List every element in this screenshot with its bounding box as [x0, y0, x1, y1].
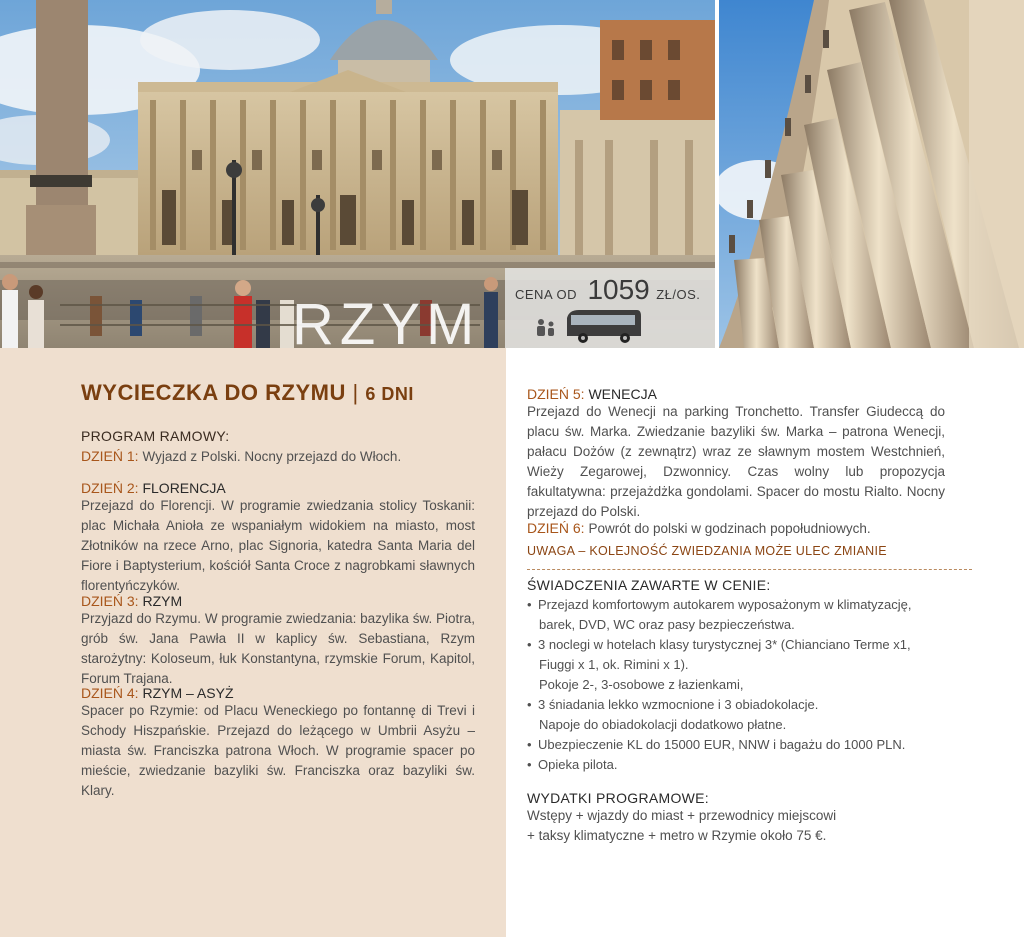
- day-text: Powrót do polski w godzinach popołudniowych.: [588, 521, 871, 536]
- list-item: • Opieka pilota.: [527, 757, 618, 772]
- day-text: Przejazd do Wenecji na parking Tronchetto. Transfer Giudeccą do placu św. Marka. Zwiedzanie bazyliki św. Marka – patrona Wenecji, pałacu Dożów (z zewnątrz) wraz ze sławnym mostem Westchnień, Wieży Zegarowej, Dzwonnicy. Czas wolny lub propozycja fakultatywna: przejażdżka gondolami. Spacer do mostu Rialto. Nocny przejazd do Polski.: [527, 404, 945, 519]
- price-box: [505, 268, 715, 348]
- day-destination: FLORENCJA: [142, 480, 226, 496]
- included-section: [527, 577, 972, 775]
- day-2: [81, 480, 475, 596]
- day-4: [81, 685, 475, 801]
- expenses-heading: WYDATKI PROGRAMOWE:: [527, 790, 709, 806]
- day-text: Spacer po Rzymie: od Placu Weneckiego po fontannę di Trevi i Schody Hiszpańskie. Przejazd do leżącego w Umbrii Asyżu – miasta św. Franciszka patrona Włoch. W programie spacer po mieście, zwiedzanie bazyliki św. Franciszka oraz bazyliki św. Klary.: [81, 703, 475, 798]
- travellers-icon: [533, 318, 559, 340]
- day-6: [527, 519, 967, 539]
- coach-bus-icon: [563, 306, 643, 346]
- list-item: • Ubezpieczenie KL do 15000 EUR, NNW i bagażu do 1000 PLN.: [527, 737, 906, 752]
- price-line: [515, 274, 700, 306]
- day-label: DZIEŃ 4:: [81, 685, 139, 701]
- list-item: • Przejazd komfortowym autokarem wyposażonym w klimatyzację, barek, DVD, WC oraz pasy bezpieczeństwa.: [527, 597, 912, 632]
- day-5: [527, 386, 945, 522]
- city-title: RZYM: [292, 292, 481, 348]
- day-text: Przejazd do Florencji. W programie zwiedzania stolicy Toskanii: plac Michała Anioła ze wspaniałym widokiem na miasto, most Złotników na rzece Arno, plac Signoria, katedra Santa Maria del Fiore i Baptysterium, kościół Santa Croce z nagrobkami sławnych florentyńczyków.: [81, 498, 475, 593]
- list-item: • 3 śniadania lekko wzmocnione i 3 obiadokolacje. Napoje do obiadokolacji dodatkowo płatne.: [527, 697, 819, 732]
- price-from-label: CENA OD: [515, 287, 578, 302]
- day-1: [81, 447, 476, 467]
- expenses-section: [527, 790, 972, 846]
- day-destination: RZYM – ASYŻ: [142, 685, 234, 701]
- day-label: DZIEŃ 6:: [527, 520, 585, 536]
- included-list: [527, 595, 972, 775]
- photo-banner: [0, 0, 1024, 348]
- tour-title: WYCIECZKA DO RZYMU: [81, 380, 346, 405]
- day-text: Przyjazd do Rzymu. W programie zwiedzania: bazylika św. Piotra, grób św. Jana Pawła II w kaplicy św. Sebastiana, Rzym starożytny: Koloseum, łuk Konstantyna, rzymskie Forum, Kapitol, Forum Trajana.: [81, 611, 475, 686]
- included-heading: ŚWIADCZENIA ZAWARTE W CENIE:: [527, 577, 771, 593]
- list-item: • 3 noclegi w hotelach klasy turystycznej 3* (Chianciano Terme x1, Fiuggi x 1, ok. Rimini x 1). Pokoje 2-, 3-osobowe z łazienkami,: [527, 637, 911, 692]
- program-heading: PROGRAM RAMOWY:: [81, 428, 230, 444]
- colonnade-photo: [719, 0, 1024, 348]
- section-divider: [527, 569, 972, 570]
- day-label: DZIEŃ 5:: [527, 386, 585, 402]
- tour-duration: 6 DNI: [365, 384, 414, 404]
- day-label: DZIEŃ 1:: [81, 448, 139, 464]
- title-separator: |: [352, 380, 359, 405]
- day-destination: WENECJA: [588, 386, 657, 402]
- day-label: DZIEŃ 2:: [81, 480, 139, 496]
- price-unit: ZŁ/OS.: [656, 287, 701, 302]
- day-destination: RZYM: [142, 593, 183, 609]
- day-label: DZIEŃ 3:: [81, 593, 139, 609]
- order-notice: UWAGA – KOLEJNOŚĆ ZWIEDZANIA MOŻE ULEC ZMIANIE: [527, 544, 887, 558]
- day-text: Wyjazd z Polski. Nocny przejazd do Włoch.: [142, 449, 402, 464]
- price-value: 1059: [587, 274, 650, 305]
- expenses-line: Wstępy + wjazdy do miast + przewodnicy miejscowi: [527, 808, 837, 823]
- day-3: [81, 593, 475, 689]
- page-title: [81, 380, 414, 406]
- program-section: [81, 428, 476, 467]
- expenses-line: + taksy klimatyczne + metro w Rzymie około 75 €.: [527, 828, 827, 843]
